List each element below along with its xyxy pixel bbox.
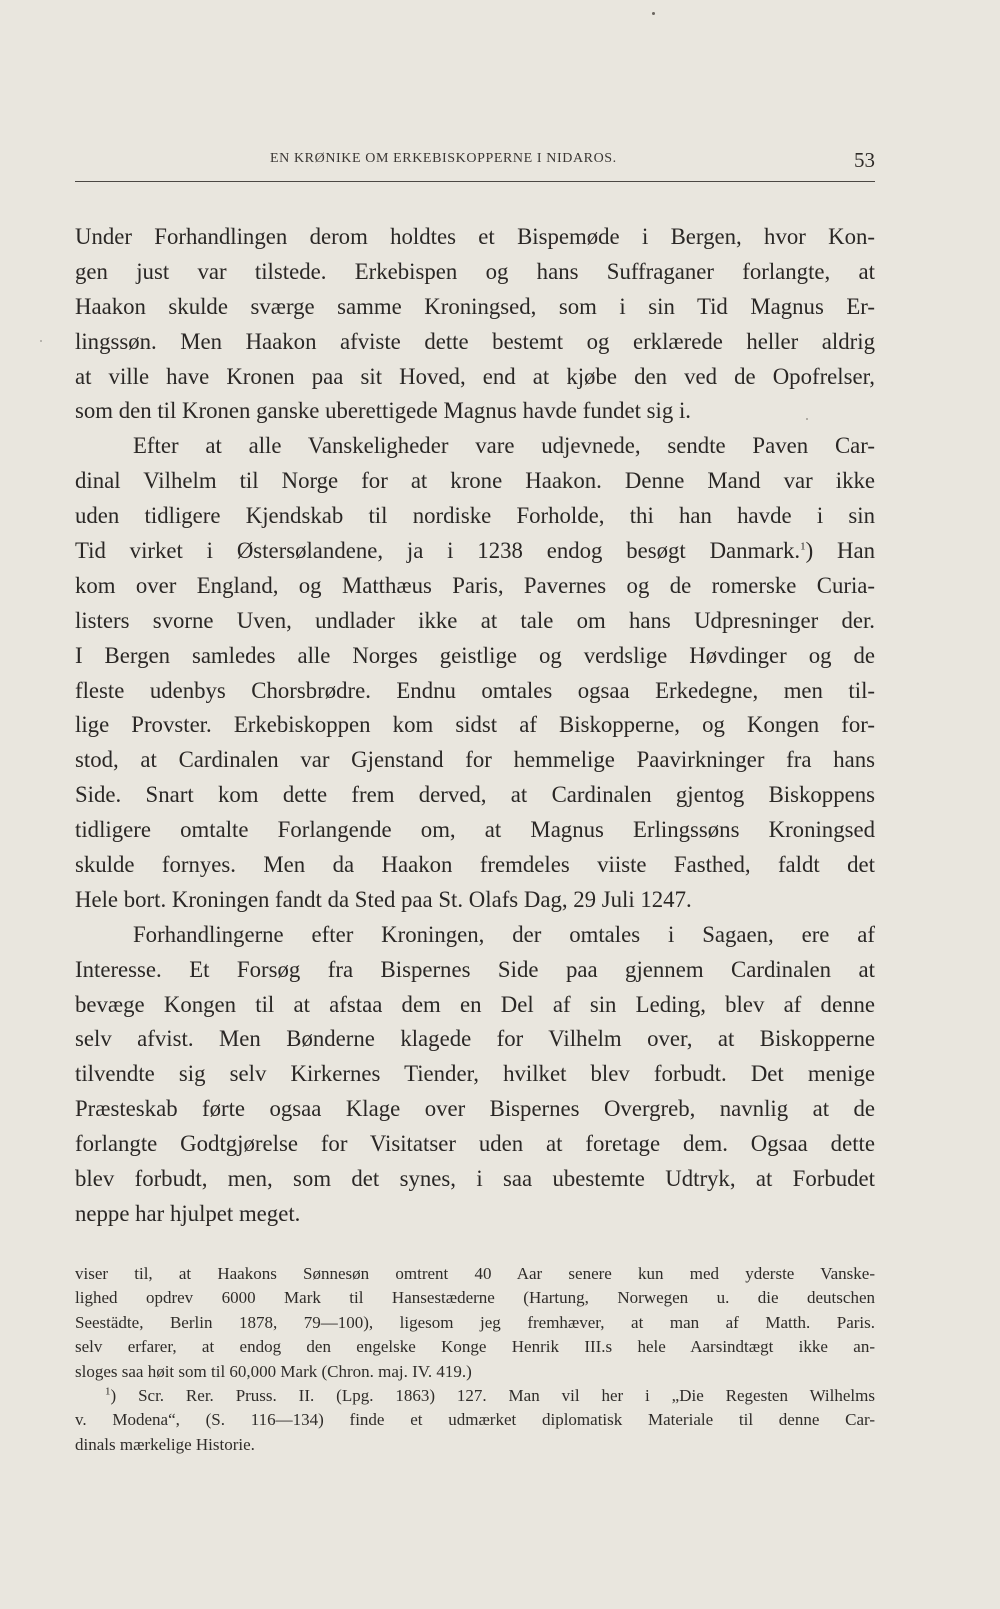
text-line: Forhandlingerne efter Kroningen, der omtales i Sagaen, ere af <box>133 921 875 947</box>
footnote-line: Seestädte, Berlin 1878, 79—100), ligesom jeg fremhæver, at man af Matth. Paris. <box>75 1312 875 1332</box>
footnote-line: viser til, at Haakons Sønnesøn omtrent 40 Aar senere kun med yderste Vanske- <box>75 1264 875 1283</box>
text-segment: Han <box>837 538 875 564</box>
text-line: Efter at alle Vanskeligheder vare udjevnede, sendte Paven Car- <box>133 433 875 459</box>
text-line: lige Provster. Erkebiskoppen kom sidst af Biskopperne, og Kongen for- <box>75 712 875 738</box>
paper-speck <box>652 12 655 15</box>
text-line: gen just var tilstede. Erkebispen og hans Suffraganer forlangte, at <box>75 258 875 284</box>
footnote-line: $^1$) Scr. Rer. Pruss. II. (Lpg. 1863) 127. Man vil her i „Die Regesten Wilhelms <box>105 1385 875 1405</box>
footnote-marker: 1 <box>105 1385 111 1398</box>
paper-speck <box>806 418 808 420</box>
text-segment: Tid virket i Østersølandene, ja i 1238 endog besøgt Danmark. <box>75 538 801 564</box>
header-rule <box>75 181 875 182</box>
footnote-line: dinals mærkelige Historie. <box>75 1434 255 1454</box>
page-number: 53 <box>854 148 875 172</box>
text-line: stod, at Cardinalen var Gjenstand for hemmelige Paavirkninger fra hans <box>75 747 875 773</box>
text-line: lingssøn. Men Haakon afviste dette bestemt og erklærede heller aldrig <box>75 328 875 354</box>
text-line: bevæge Kongen til at afstaa dem en Del af sin Leding, blev af denne <box>75 991 875 1017</box>
text-line: forlangte Godtgjørelse for Visitatser uden at foretage dem. Ogsaa dette <box>75 1131 875 1157</box>
footnote-line: lighed opdrev 6000 Mark til Hansestæderne (Hartung, Norwegen u. die deutschen <box>75 1288 875 1308</box>
text-line: Side. Snart kom dette frem derved, at Cardinalen gjentog Biskoppens <box>75 782 875 808</box>
text-line: neppe har hjulpet meget. <box>75 1200 301 1226</box>
text-line: at ville have Kronen paa sit Hoved, end at kjøbe den ved de Opofrelser, <box>75 363 875 389</box>
text-line: Hele bort. Kroningen fandt da Sted paa St. Olafs Dag, 29 Juli 1247. <box>75 886 692 912</box>
text-line: kom over England, og Matthæus Paris, Pavernes og de romerske Curia- <box>75 572 875 598</box>
text-line: uden tidligere Kjendskab til nordiske Forholde, thi han havde i sin <box>75 503 875 529</box>
text-line: dinal Vilhelm til Norge for at krone Haakon. Denne Mand var ikke <box>75 468 875 494</box>
text-line: tidligere omtalte Forlangende om, at Magnus Erlingssøns Kroningsed <box>75 817 875 843</box>
text-line: Præsteskab førte ogsaa Klage over Bispernes Overgreb, navnlig at de <box>75 1096 875 1122</box>
text-line: selv afvist. Men Bønderne klagede for Vilhelm over, at Biskopperne <box>75 1026 875 1052</box>
text-line: Interesse. Et Forsøg fra Bispernes Side paa gjennem Cardinalen at <box>75 956 875 982</box>
footnote-reference: 1 <box>800 540 806 553</box>
text-line: blev forbudt, men, som det synes, i saa ubestemte Udtryk, at Forbudet <box>75 1166 875 1192</box>
text-line-with-footnote-ref: Tid virket i Østersølandene, ja i 1238 endog besøgt Danmark.$^1$) Han <box>75 538 875 564</box>
footnote-line: v. Modena“, (S. 116—134) finde et udmærket diplomatisk Materiale til denne Car- <box>75 1410 875 1430</box>
paper-speck <box>40 340 42 342</box>
text-line: tilvendte sig selv Kirkernes Tiender, hvilket blev forbudt. Det menige <box>75 1061 875 1087</box>
text-line: Haakon skulde sværge samme Kroningsed, som i sin Tid Magnus Er- <box>75 293 875 319</box>
page-header <box>75 148 875 178</box>
footnote-line: selv erfarer, at endog den engelske Konge Henrik III.s hele Aarsindtægt ikke an- <box>75 1337 875 1357</box>
text-line: I Bergen samledes alle Norges geistlige og verdslige Høvdinger og de <box>75 642 875 668</box>
text-line: listers svorne Uven, undlader ikke at tale om hans Udpresninger der. <box>75 607 875 633</box>
text-line: fleste udenbys Chorsbrødre. Endnu omtales ogsaa Erkedegne, men til- <box>75 677 875 703</box>
footnotes <box>75 1262 875 1457</box>
footnote-line: sloges saa høit som til 60,000 Mark (Chron. maj. IV. 419.) <box>75 1361 472 1381</box>
text-line: som den til Kronen ganske uberettigede Magnus havde fundet sig i. <box>75 398 692 424</box>
text-line: skulde fornyes. Men da Haakon fremdeles viiste Fasthed, faldt det <box>75 852 875 878</box>
footnote-text: Scr. Rer. Pruss. II. (Lpg. 1863) 127. Man vil her i „Die Regesten Wilhelms <box>138 1385 875 1405</box>
running-title: EN KRØNIKE OM ERKEBISKOPPERNE I NIDAROS. <box>270 151 617 166</box>
body-text <box>75 220 875 1232</box>
text-line: Under Forhandlingen derom holdtes et Bispemøde i Bergen, hvor Kon- <box>75 224 875 249</box>
